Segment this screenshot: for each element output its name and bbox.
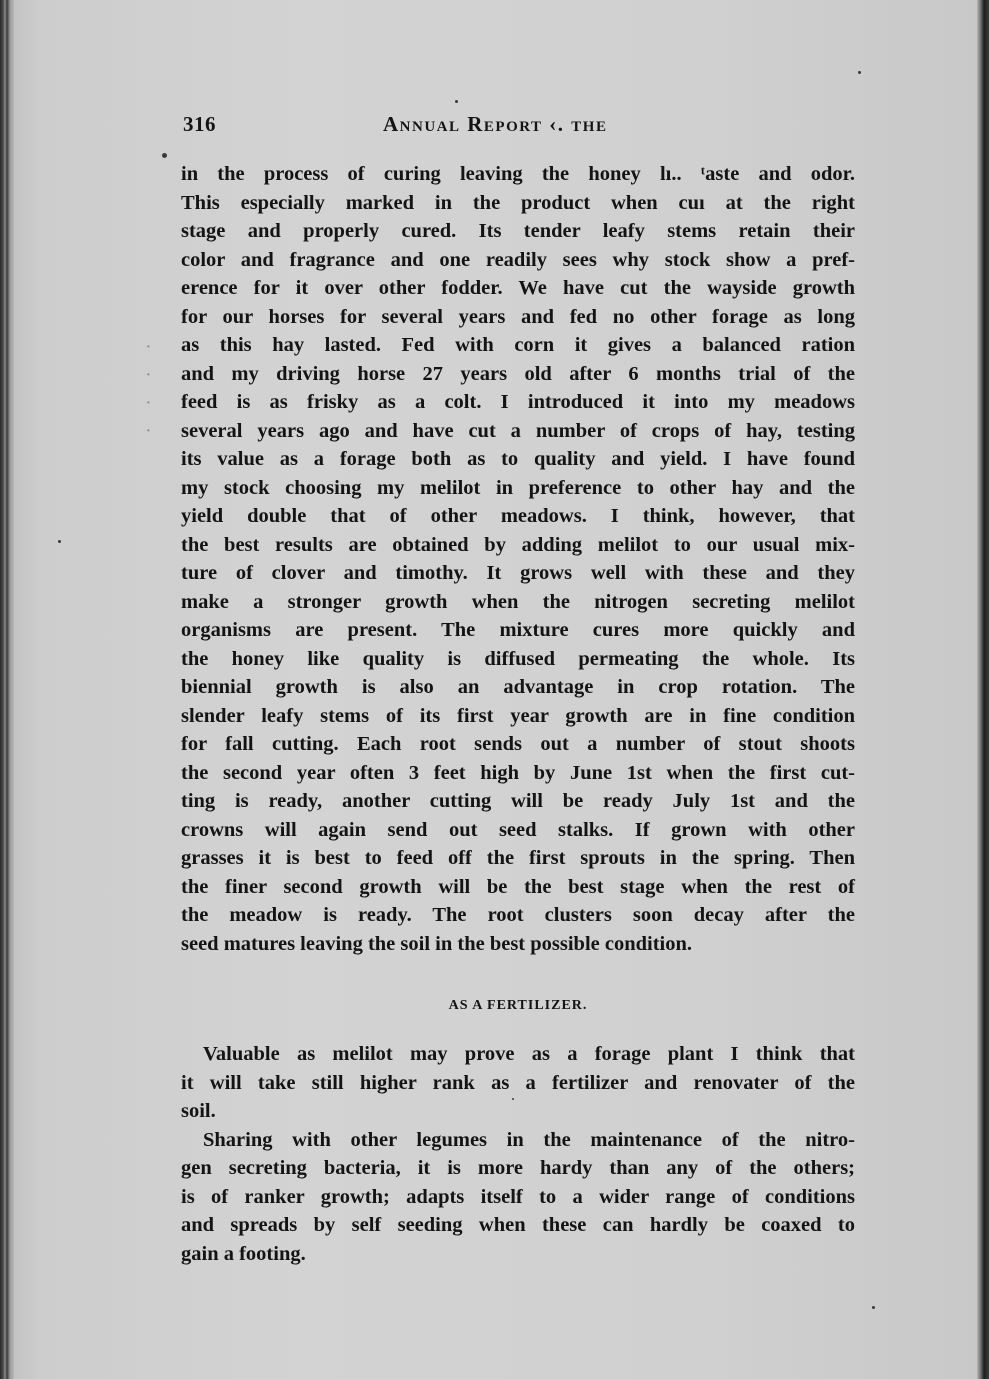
page-header (183, 112, 855, 142)
scan-speck (858, 71, 861, 74)
text-line: the best results are obtained by adding melilot to our usual mix- (181, 533, 855, 556)
page-number: 316 (183, 112, 216, 136)
text-line: ture of clover and timothy. It grows well with these and they (181, 562, 855, 584)
text-line: the second year often 3 feet high by June 1st when the first cut- (181, 761, 855, 784)
scan-speck (455, 100, 458, 103)
text-line: for our horses for several years and fed no other forage as long (181, 305, 855, 328)
section-heading: AS A FERTILIZER. (448, 998, 588, 1013)
text-line: gain a footing. (181, 1242, 306, 1265)
text-line: ting is ready, another cutting will be ready July 1st and the (181, 790, 855, 812)
text-line: the honey like quality is diffused permeating the whole. Its (181, 647, 855, 670)
scan-speck (162, 153, 167, 158)
text-line: stage and properly cured. Its tender leafy stems retain their (181, 220, 855, 242)
paragraph-legumes (181, 1126, 855, 1269)
text-line: for fall cutting. Each root sends out a number of stout shoots (181, 733, 855, 755)
book-binding-right-edge (977, 0, 989, 1379)
margin-smudge: · (146, 396, 151, 411)
text-line: my stock choosing my melilot in preference to other hay and the (181, 476, 855, 499)
book-binding-left-edge (0, 0, 14, 1379)
margin-smudge: · (146, 368, 151, 383)
text-line: crowns will again send out seed stalks. If grown with other (181, 818, 855, 841)
text-line: gen secreting bacteria, it is more hardy than any of the others; (181, 1157, 855, 1179)
margin-smudge: · (146, 340, 151, 355)
text-line: soil. (181, 1100, 216, 1122)
text-line: Valuable as melilot may prove as a forage plant I think that (203, 1043, 855, 1065)
text-line: slender leafy stems of its first year growth are in fine condition (181, 704, 855, 727)
scan-speck (58, 540, 61, 543)
scan-speck (512, 1098, 514, 1100)
text-line: biennial growth is also an advantage in crop rotation. The (181, 676, 855, 698)
margin-smudge: · (146, 424, 151, 439)
text-line: Sharing with other legumes in the maintenance of the nitro- (203, 1128, 855, 1151)
text-line: it will take still higher rank as a fertilizer and renovater of the (181, 1071, 855, 1094)
scan-speck (872, 1306, 875, 1309)
text-line: feed is as frisky as a colt. I introduced it into my meadows (181, 391, 855, 413)
text-line: in the process of curing leaving the honey lı.. ᵗaste and odor. (181, 163, 855, 185)
text-line: the meadow is ready. The root clusters soon decay after the (181, 904, 855, 926)
text-line: and spreads by self seeding when these can hardly be coaxed to (181, 1214, 855, 1236)
text-line: color and fragrance and one readily sees why stock show a pref- (181, 248, 855, 271)
text-line: is of ranker growth; adapts itself to a wider range of conditions (181, 1185, 855, 1208)
text-line: yield double that of other meadows. I think, however, that (181, 505, 855, 527)
text-line: grasses it is best to feed off the first sprouts in the spring. Then (181, 847, 855, 869)
text-line: seed matures leaving the soil in the best possible condition. (181, 932, 693, 955)
text-line: several years ago and have cut a number of crops of hay, testing (181, 419, 855, 442)
paragraph-forage (181, 160, 855, 958)
text-line: This especially marked in the product when cuı at the right (181, 191, 855, 214)
text-line: and my driving horse 27 years old after 6 months trial of the (181, 362, 855, 385)
paragraph-fertilizer-intro (181, 1040, 855, 1126)
text-line: the finer second growth will be the best stage when the rest of (181, 875, 855, 898)
running-head: Annual Report ‹. the (383, 112, 608, 136)
fertilizer-section (181, 1040, 855, 1268)
text-line: erence for it over other fodder. We have cut the wayside growth (181, 277, 855, 299)
text-line: make a stronger growth when the nitrogen secreting melilot (181, 590, 855, 613)
text-line: its value as a forage both as to quality and yield. I have found (181, 448, 855, 470)
text-line: organisms are present. The mixture cures more quickly and (181, 619, 855, 641)
text-line: as this hay lasted. Fed with corn it gives a balanced ration (181, 334, 855, 356)
